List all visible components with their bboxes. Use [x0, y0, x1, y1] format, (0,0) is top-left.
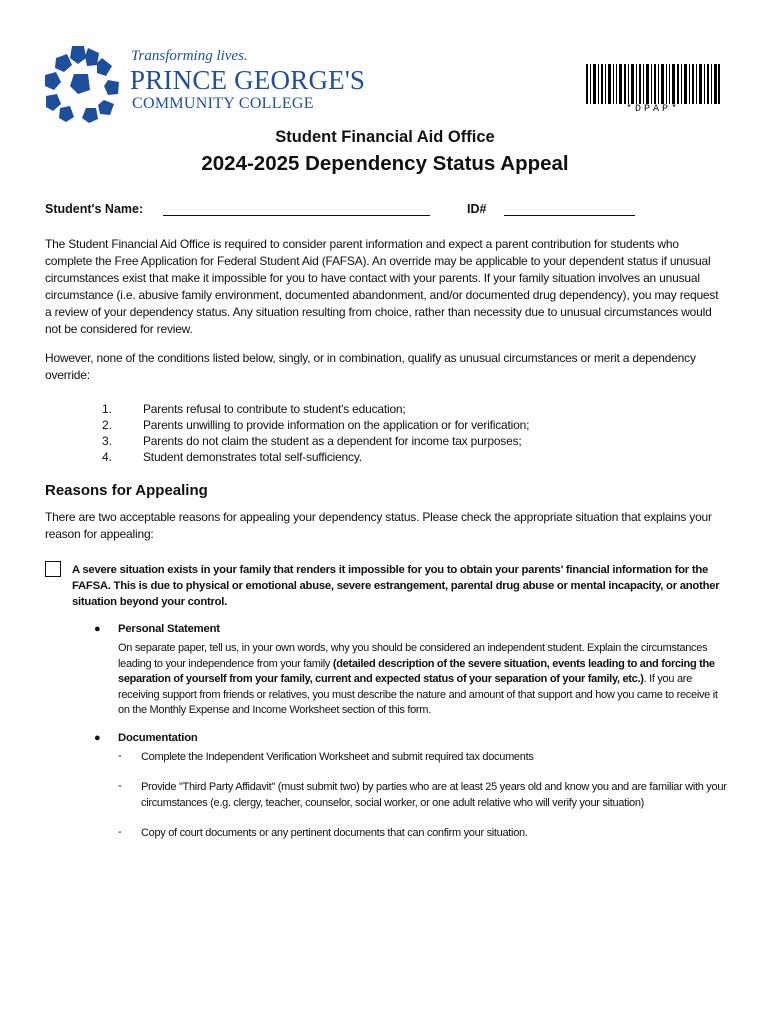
personal-statement-text: On separate paper, tell us, in your own words, why you should be considered an independent student. Explain the circumstances leading to your independence from your family (detailed description of the severe situation, events leading to and forcing the separation of yourself from your family, current and expected status of your separation of your family, etc.). If you are receiving support from friends or relatives, you must describe the nature and amount of that support and how you came to receive it on the Monthly Expense and Income Worksheet section of this form. [118, 642, 718, 716]
severe-situation-text: A severe situation exists in your family that renders it impossible for you to obtain your parents' financial information for the FAFSA. This is due to physical or emotional abuse, severe estrangement, parental drug abuse or mental incapacity, or another situation beyond your control. [72, 564, 720, 608]
personal-statement-heading: Personal Statement [118, 623, 220, 635]
dash-icon: - [118, 750, 122, 762]
however-paragraph: However, none of the conditions listed below, singly, or in combination, qualify as unusual circumstances or merit a dependency override: [45, 351, 696, 382]
list-item: Parents unwilling to provide information on the application or for verification; [143, 418, 530, 432]
student-name-label: Student's Name: [45, 202, 144, 216]
reasons-intro: There are two acceptable reasons for appealing your dependency status. Please check the appropriate situation that explains your reason for appealing: [45, 510, 712, 541]
list-number: 1. [101, 402, 112, 416]
documentation-item: Complete the Independent Verification Worksheet and submit required tax documents [141, 751, 534, 763]
reasons-heading: Reasons for Appealing [45, 482, 208, 499]
student-id-label: ID# [467, 202, 487, 216]
documentation-heading: Documentation [118, 732, 198, 744]
college-logo-icon [42, 44, 122, 124]
list-item: Parents refusal to contribute to student's education; [143, 402, 406, 416]
college-name-line1: PRINCE GEORGE'S [130, 65, 366, 95]
list-number: 4. [101, 450, 112, 464]
severe-situation-checkbox[interactable] [45, 561, 61, 577]
dash-icon: - [118, 780, 122, 792]
barcode-text: *DPAP* [625, 104, 680, 115]
student-name-field[interactable] [163, 215, 430, 216]
list-item: Parents do not claim the student as a dependent for income tax purposes; [143, 434, 522, 448]
college-tagline: Transforming lives. [131, 48, 248, 64]
bullet-icon: ● [94, 623, 101, 635]
list-number: 2. [101, 418, 112, 432]
dash-icon: - [118, 826, 122, 838]
barcode-icon [586, 64, 720, 104]
documentation-item: Copy of court documents or any pertinent documents that can confirm your situation. [141, 827, 528, 839]
intro-paragraph: The Student Financial Aid Office is required to consider parent information and expect a parent contribution for students who complete the Free Application for Federal Student Aid (FAFSA). An override may be applicable to your dependent status if unusual circumstances exist that make it impossible for you to have contact with your parents. If your family situation involves an unusual circumstance (i.e. abusive family environment, documented abandonment, and/or documented drug dependency), you may request a review of your dependency status. Any situation resulting from choice, rather than necessity due to unusual circumstances would not be considered for review. [45, 237, 719, 336]
student-id-field[interactable] [504, 215, 635, 216]
list-number: 3. [101, 434, 112, 448]
bullet-icon: ● [94, 732, 101, 744]
college-name-line2: COMMUNITY COLLEGE [132, 95, 314, 112]
office-heading: Student Financial Aid Office [275, 128, 495, 146]
list-item: Student demonstrates total self-sufficiency. [143, 450, 362, 464]
documentation-item: Provide "Third Party Affidavit" (must submit two) by parties who are at least 25 years old and know you and are familiar with your circumstances (e.g. clergy, teacher, counselor, social worker, or one adult relative who will verify your situation) [141, 781, 727, 809]
page-title: 2024-2025 Dependency Status Appeal [201, 152, 569, 175]
